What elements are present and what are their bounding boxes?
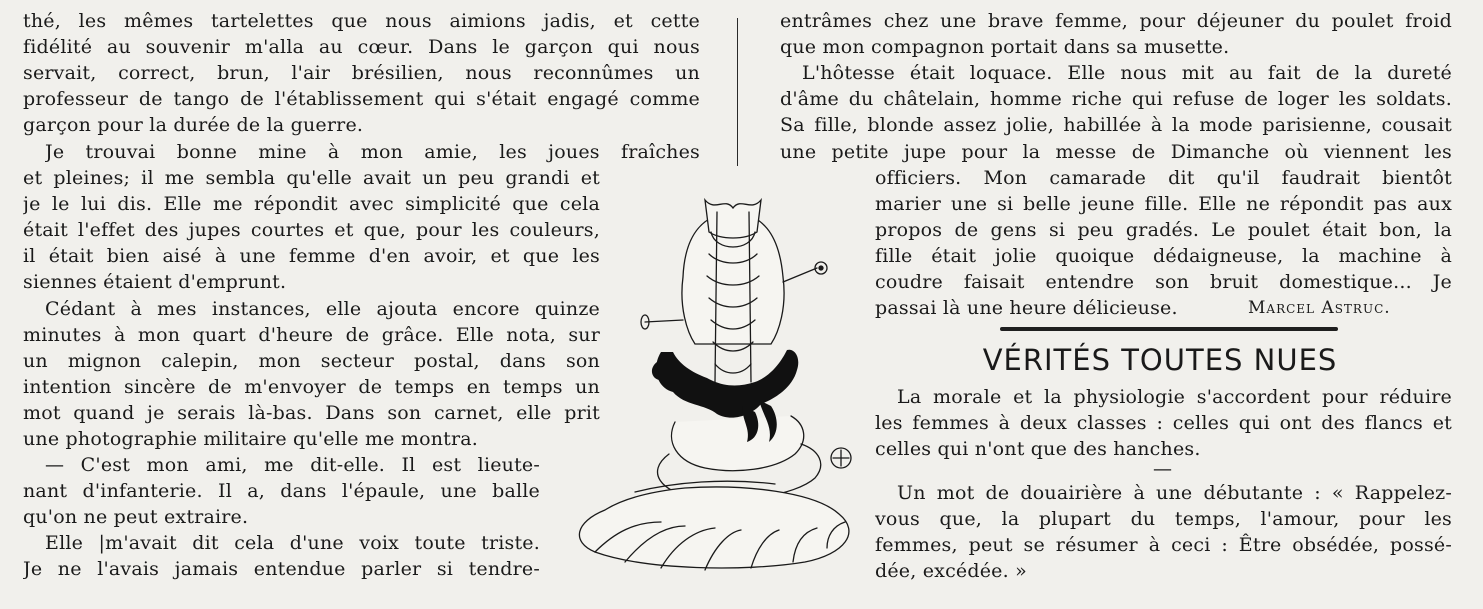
left-line: garçon pour la durée de la guerre. xyxy=(23,114,364,136)
right-line: d'âme du châtelain, homme riche qui refuse de loger les soldats. xyxy=(780,88,1452,110)
right-line: Sa fille, blonde assez jolie, habillée à la mode parisienne, cousait xyxy=(780,114,1452,136)
left-line: Elle |m'avait dit cela d'une voix toute triste. xyxy=(45,532,540,554)
right-line: coudre faisait entendre son bruit domestique... Je xyxy=(875,271,1452,293)
paragraph-separator: — xyxy=(1153,458,1172,480)
quote-line: femmes, peut se résumer à ceci : Être obsédée, possé- xyxy=(875,534,1452,556)
column-divider xyxy=(737,18,738,166)
section-line: La morale et la physiologie s'accordent pour réduire xyxy=(897,386,1452,408)
left-line: nant d'infanterie. Il a, dans l'épaule, une balle xyxy=(23,480,540,502)
quote-line: dée, excédée. » xyxy=(875,560,1027,582)
left-line: qu'on ne peut extraire. xyxy=(23,506,249,528)
left-line: était l'effet des jupes courtes et que, pour les couleurs, xyxy=(23,219,600,241)
right-line: L'hôtesse était loquace. Elle nous mit au fait de la dureté xyxy=(802,62,1452,84)
left-line: un mignon calepin, mon secteur postal, dans son xyxy=(23,350,600,372)
quote-line: vous que, la plupart du temps, l'amour, pour les xyxy=(875,508,1452,530)
left-line: Je trouvai bonne mine à mon amie, les joues fraîches xyxy=(45,141,700,163)
left-line: siennes étaient d'emprunt. xyxy=(23,271,287,293)
left-line: mot quand je serais là-bas. Dans son carnet, elle prit xyxy=(23,402,600,424)
left-line: — C'est mon ami, me dit-elle. Il est lieute- xyxy=(45,454,540,476)
section-line: les femmes à deux classes : celles qui ont des flancs et xyxy=(875,412,1452,434)
right-line: officiers. Mon camarade dit qu'il faudrait bientôt xyxy=(875,167,1452,189)
section-line: celles qui n'ont que des hanches. xyxy=(875,438,1201,460)
right-line: marier une si belle jeune fille. Elle ne répondit pas aux xyxy=(875,193,1452,215)
article-signature: Marcel Astruc. xyxy=(1248,298,1391,318)
left-line: minutes à mon quart d'heure de grâce. Elle nota, sur xyxy=(23,324,600,346)
right-line: entrâmes chez une brave femme, pour déjeuner du poulet froid xyxy=(780,10,1452,32)
left-line: Cédant à mes instances, elle ajouta encore quinze xyxy=(45,298,600,320)
right-line: propos de gens si peu gradés. Le poulet était bon, la xyxy=(875,219,1452,241)
left-line: servait, correct, brun, l'air brésilien, nous reconnûmes un xyxy=(23,62,700,84)
left-line: Je ne l'avais jamais entendue parler si tendre- xyxy=(23,558,540,580)
left-line: professeur de tango de l'établissement qui s'était engagé comme xyxy=(23,88,700,110)
left-line: et pleines; il me sembla qu'elle avait un peu grandi et xyxy=(23,167,600,189)
dress-illustration xyxy=(565,192,865,582)
left-line: je le lui dis. Elle me répondit avec simplicité que cela xyxy=(23,193,600,215)
left-line: fidélité au souvenir m'alla au cœur. Dans le garçon qui nous xyxy=(23,36,700,58)
right-line: que mon compagnon portait dans sa musette. xyxy=(780,36,1230,58)
right-line: fille était jolie quoique dédaigneuse, la machine à xyxy=(875,245,1452,267)
left-line: une photographie militaire qu'elle me montra. xyxy=(23,428,479,450)
left-line: intention sincère de m'envoyer de temps en temps un xyxy=(23,376,600,398)
left-line: thé, les mêmes tartelettes que nous aimions jadis, et cette xyxy=(23,10,700,32)
right-line: passai là une heure délicieuse. xyxy=(875,297,1178,319)
section-title: VÉRITÉS TOUTES NUES xyxy=(982,343,1338,377)
quote-line: Un mot de douairière à une débutante : « Rappelez- xyxy=(897,482,1452,504)
article-end-rule xyxy=(1000,327,1338,331)
right-line: une petite jupe pour la messe de Dimanche où viennent les xyxy=(780,141,1452,163)
left-line: il était bien aisé à une femme d'en avoir, et que les xyxy=(23,245,600,267)
